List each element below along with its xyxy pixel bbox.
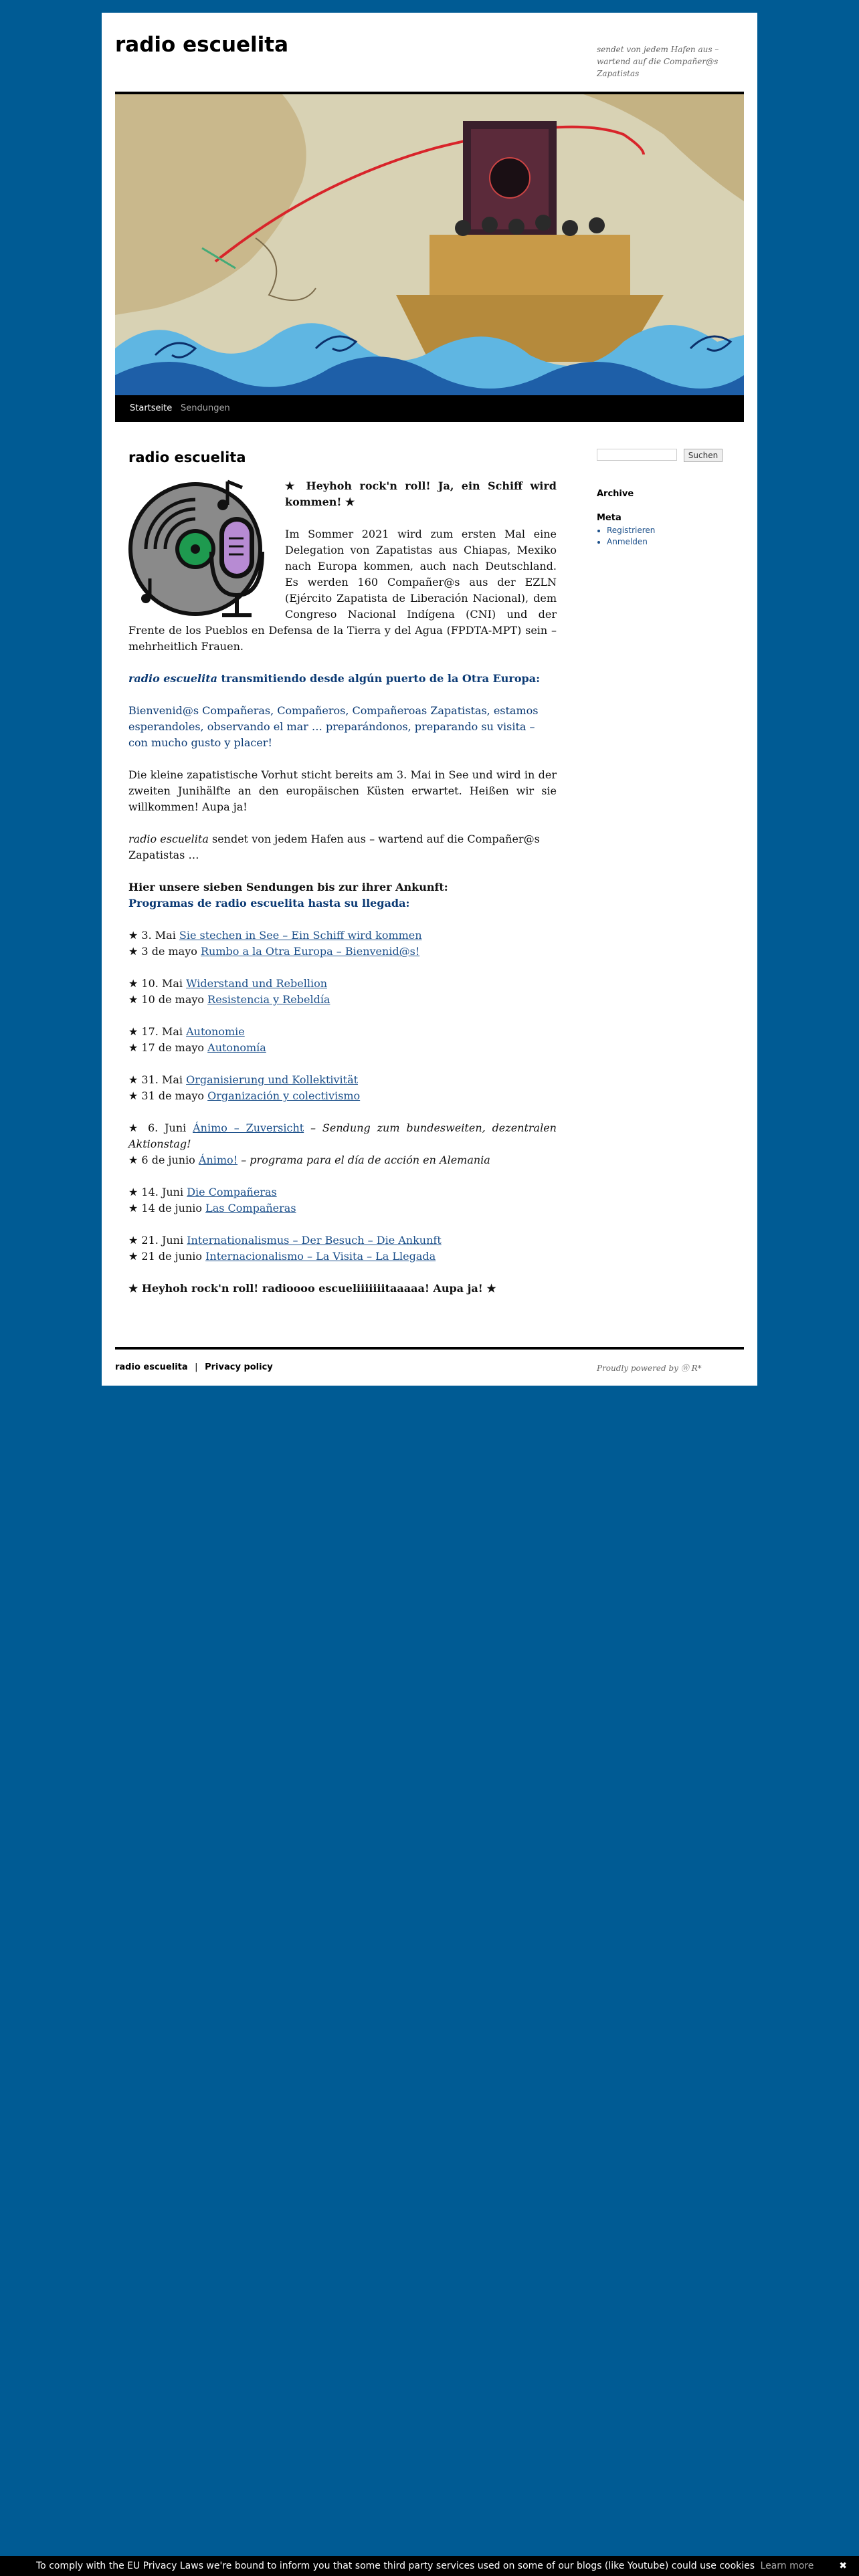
cookie-message: To comply with the EU Privacy Laws we're bound to inform you that some third party services used on some of our blogs (like Youtube) could use cookies <box>36 2561 755 2571</box>
intro-paragraph: Im Sommer 2021 wird zum ersten Mal eine Delegation von Zapatistas aus Chiapas, Mexiko nach Europa kommen, auch nach Deutschland. Es werden 160 Compañer@s aus der EZLN (Ejército Zapatista de Liberación Nacional), dem Congreso Nacional Indígena (CNI) und der Frente de los Pueblos en Defensa de la Tierra y del Agua (FPDTA-MPT) sein – mehrheitlich Frauen. <box>128 528 557 653</box>
program-es-date: ★ 17 de mayo <box>128 1041 208 1054</box>
sendet-italic: radio escuelita <box>128 833 209 845</box>
archive-widget-title: Archive <box>597 489 634 499</box>
meta-list <box>597 525 655 548</box>
program-de-link[interactable]: Widerstand und Rebellion <box>186 977 327 990</box>
site-description: sendet von jedem Hafen aus – wartend auf die Compañer@s Zapatistas <box>597 45 719 78</box>
program-de-note: – Sendung zum bundesweiten, dezentralen Aktionstag! <box>128 1121 557 1150</box>
page-wrapper <box>102 13 757 1386</box>
footer-site-link[interactable]: radio escuelita <box>115 1362 188 1372</box>
programs-de-heading: Hier unsere sieben Sendungen bis zur ihrer Ankunft: <box>128 881 448 893</box>
search-input[interactable] <box>597 449 677 461</box>
program-es-date: ★ 10 de mayo <box>128 993 208 1006</box>
program-es-date: ★ 21 de junio <box>128 1250 206 1263</box>
program-item <box>128 1232 557 1265</box>
program-es-link[interactable]: Ánimo! <box>198 1154 238 1166</box>
footer-site-info <box>115 1362 273 1372</box>
vorhut-paragraph: Die kleine zapatistische Vorhut sticht bereits am 3. Mai in See und wird in der zweiten Junihälfte an den europäischen Küsten erwartet. Heißen wir sie willkommen! Aupa ja! <box>128 768 557 813</box>
footer-divider <box>115 1347 744 1350</box>
footer-powered-by[interactable]: Proudly powered by Ⓦ R* <box>597 1364 702 1373</box>
program-de-date: ★ 17. Mai <box>128 1025 187 1038</box>
footer-separator: | <box>195 1362 198 1372</box>
program-es-date: ★ 6 de junio <box>128 1154 199 1166</box>
program-de-date: ★ 31. Mai <box>128 1073 187 1086</box>
spanish-heading <box>128 671 557 687</box>
program-item <box>128 1072 557 1104</box>
spanish-heading-italic: radio escuelita <box>128 672 217 685</box>
program-es-link[interactable]: Rumbo a la Otra Europa – Bienvenid@s! <box>200 945 420 958</box>
program-de-date: ★ 6. Juni <box>128 1121 193 1134</box>
programs-heading <box>128 879 557 911</box>
program-es-date: ★ 14 de junio <box>128 1202 206 1214</box>
intro-heading: ★ Heyhoh rock'n roll! Ja, ein Schiff wird kommen! ★ <box>285 479 557 508</box>
program-de-date: ★ 3. Mai <box>128 929 179 942</box>
spanish-heading-rest: transmitiendo desde algún puerto de la Otra Europa: <box>217 672 540 685</box>
program-es-note: – programa para el día de acción en Alemania <box>237 1154 490 1166</box>
program-es-link[interactable]: Autonomía <box>207 1041 266 1054</box>
program-es-date: ★ 31 de mayo <box>128 1089 208 1102</box>
cookie-banner <box>0 2556 859 2576</box>
program-de-link[interactable]: Internationalismus – Der Besuch – Die Ankunft <box>187 1234 442 1247</box>
program-es-link[interactable]: Internacionalismo – La Visita – La Llegada <box>205 1250 436 1263</box>
meta-login-link[interactable]: • Anmelden <box>607 536 655 548</box>
main-content <box>128 447 557 1313</box>
program-es-link[interactable]: Resistencia y Rebeldía <box>207 993 330 1006</box>
main-navigation <box>115 395 744 422</box>
program-de-link[interactable]: Die Compañeras <box>187 1186 277 1198</box>
close-icon[interactable]: ✖ <box>839 2561 847 2571</box>
banner-illustration <box>115 94 744 406</box>
vinyl-microphone-icon <box>128 478 276 620</box>
program-de-date: ★ 10. Mai <box>128 977 187 990</box>
sendet-paragraph <box>128 831 557 863</box>
cookie-learn-more-link[interactable]: Learn more <box>760 2561 814 2571</box>
search-button[interactable]: Suchen <box>684 449 723 462</box>
nav-startseite[interactable]: Startseite <box>130 403 173 413</box>
program-de-link[interactable]: Autonomie <box>186 1025 245 1038</box>
program-item <box>128 1184 557 1216</box>
programs-es-heading: Programas de radio escuelita hasta su llegada: <box>128 897 410 909</box>
program-de-link[interactable]: Organisierung und Kollektivität <box>186 1073 359 1086</box>
meta-register-link[interactable]: • Registrieren <box>607 525 655 536</box>
nav-sendungen[interactable]: Sendungen <box>181 403 230 413</box>
meta-widget-title: Meta <box>597 513 622 523</box>
spanish-paragraph: Bienvenid@s Compañeras, Compañeros, Compañeroas Zapatistas, estamos esperandoles, observando el mar … preparándonos, preparando su visita – con mucho gusto y placer! <box>128 704 539 749</box>
cookie-text <box>36 2556 814 2576</box>
program-item <box>128 976 557 1008</box>
footer-privacy-link[interactable]: Privacy policy <box>205 1362 273 1372</box>
program-item <box>128 928 557 960</box>
site-title[interactable]: radio escuelita <box>115 33 289 57</box>
program-de-link[interactable]: Sie stechen in See – Ein Schiff wird kommen <box>179 929 422 942</box>
program-item <box>128 1120 557 1168</box>
program-de-date: ★ 21. Juni <box>128 1234 187 1247</box>
program-es-date: ★ 3 de mayo <box>128 945 201 958</box>
closing-line: ★ Heyhoh rock'n roll! radioooo escueliiiiiiitaaaaa! Aupa ja! ★ <box>128 1282 496 1295</box>
program-es-link[interactable]: Organización y colectivismo <box>207 1089 361 1102</box>
sendet-rest: sendet von jedem Hafen aus – wartend auf die Compañer@s Zapatistas … <box>128 833 540 861</box>
program-de-date: ★ 14. Juni <box>128 1186 187 1198</box>
program-item <box>128 1024 557 1056</box>
header-banner-image <box>115 92 744 406</box>
program-de-link[interactable]: Ánimo – Zuversicht <box>193 1121 304 1134</box>
program-es-link[interactable]: Las Compañeras <box>205 1202 296 1214</box>
post-title[interactable]: radio escuelita <box>128 449 246 465</box>
